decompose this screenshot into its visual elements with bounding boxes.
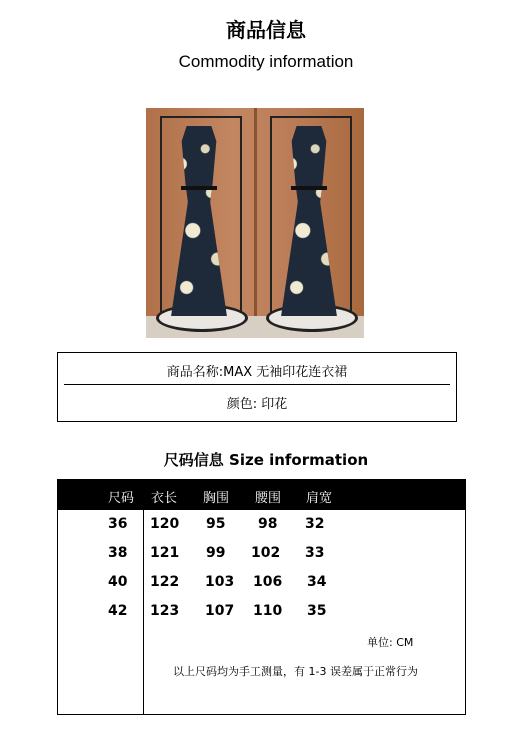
size-cell: 40: [108, 574, 128, 590]
waist-cell: 110: [253, 603, 283, 619]
size-cell: 42: [108, 603, 128, 619]
header-waist: 腰围: [255, 491, 282, 506]
header-bust: 胸围: [203, 491, 230, 506]
size-table: [57, 479, 466, 715]
size-table-header: [58, 480, 465, 510]
size-cell: 36: [108, 516, 128, 532]
shoulder-cell: 35: [307, 603, 327, 619]
header-shoulder: 肩宽: [306, 491, 333, 506]
unit-label: 单位: CM: [367, 636, 414, 649]
header-length: 衣长: [151, 491, 178, 506]
length-cell: 122: [150, 574, 180, 590]
header-size: 尺码: [108, 491, 135, 506]
bust-cell: 99: [206, 545, 226, 561]
product-color: 颜色: 印花: [226, 397, 288, 412]
shoulder-cell: 34: [307, 574, 327, 590]
bust-cell: 107: [205, 603, 235, 619]
length-cell: 121: [150, 545, 180, 561]
info-divider: [64, 384, 450, 385]
page-title: 商品信息: [226, 18, 306, 42]
table-column-divider: [143, 510, 144, 714]
measurement-note: 以上尺码均为手工测量，有 1-3 误差属于正常行为: [173, 665, 418, 678]
bust-cell: 95: [206, 516, 226, 532]
product-photo: [146, 108, 364, 338]
waist-cell: 102: [251, 545, 281, 561]
length-cell: 120: [150, 516, 180, 532]
waist-cell: 98: [258, 516, 278, 532]
length-cell: 123: [150, 603, 180, 619]
product-name: 商品名称:MAX 无袖印花连衣裙: [166, 365, 348, 380]
size-section-title: 尺码信息 Size information: [163, 451, 369, 469]
product-info-box: [57, 352, 457, 422]
photo-divider: [254, 108, 257, 338]
shoulder-cell: 33: [305, 545, 325, 561]
dress-belt-right: [291, 186, 327, 190]
dress-belt-left: [181, 186, 217, 190]
shoulder-cell: 32: [305, 516, 325, 532]
page-subtitle: Commodity information: [178, 52, 354, 71]
waist-cell: 106: [253, 574, 283, 590]
bust-cell: 103: [205, 574, 235, 590]
size-cell: 38: [108, 545, 128, 561]
